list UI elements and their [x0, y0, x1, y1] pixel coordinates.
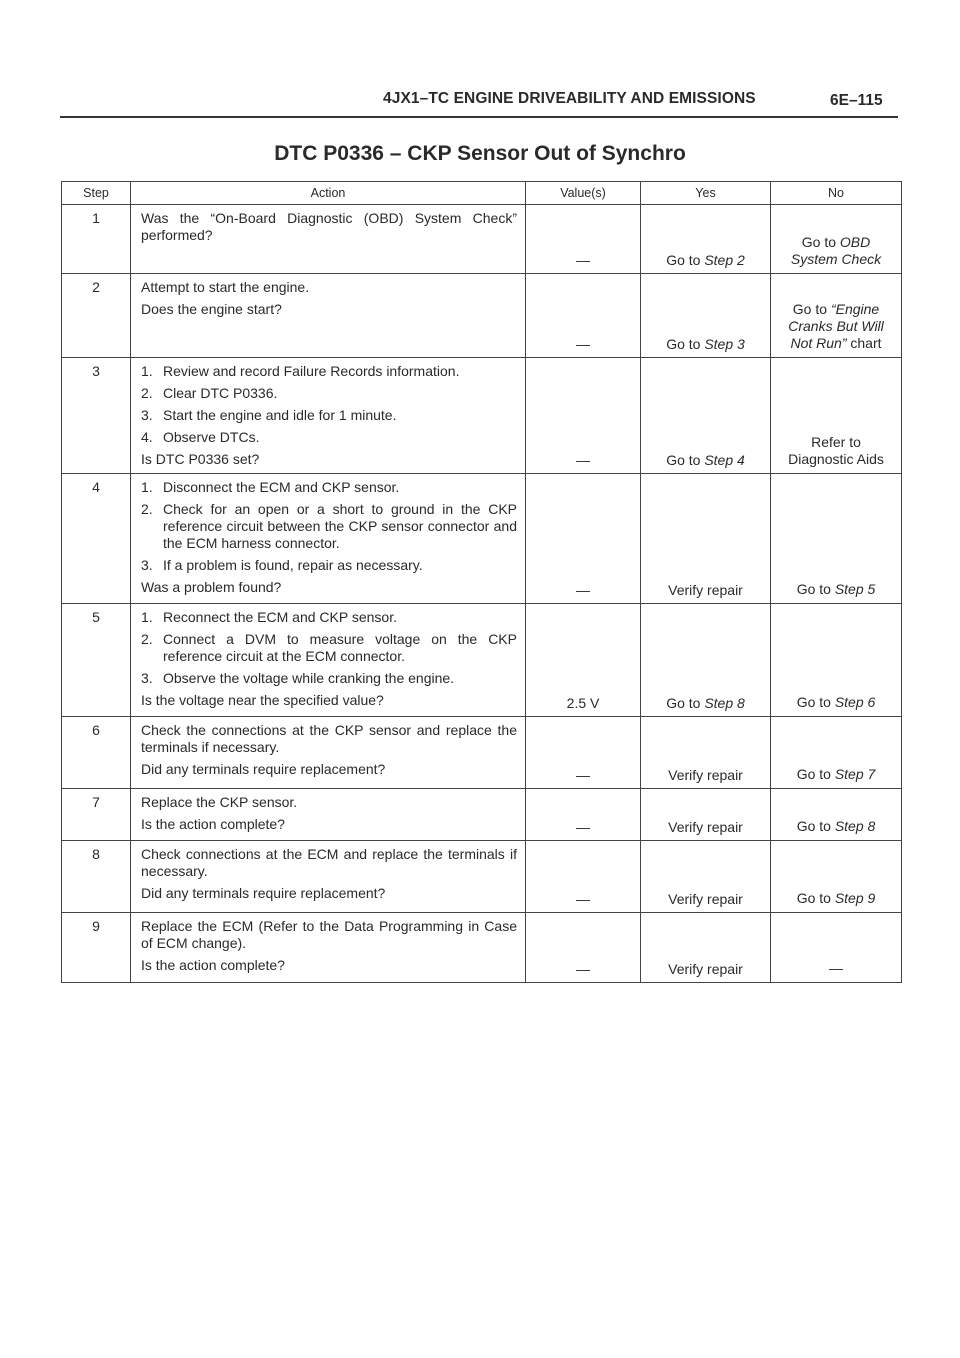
no-text: Go to — [796, 766, 835, 782]
no-text: Go to — [796, 890, 835, 906]
list-number: 2. — [141, 501, 153, 517]
no-text-suffix: chart — [846, 335, 882, 351]
action-cell — [131, 913, 526, 983]
yes-link: Step 2 — [704, 252, 745, 268]
action-cell — [131, 474, 526, 604]
column-header-step: Step — [62, 182, 131, 205]
yes-text: Go to — [666, 695, 705, 711]
action-question: Was a problem found? — [141, 579, 282, 595]
no-link: Step 5 — [834, 581, 876, 597]
step-number: 3 — [62, 358, 131, 474]
no-link: Step 9 — [834, 890, 876, 906]
table-row — [62, 274, 902, 358]
action-list-item — [141, 385, 517, 402]
list-item-text: Reconnect the ECM and CKP sensor. — [163, 609, 397, 625]
yes-cell — [641, 604, 771, 717]
action-cell — [131, 274, 526, 358]
list-item-text: Check for an open or a short to ground in the CKP reference circuit between the CKP sensor connector and the ECM harness connector. — [163, 501, 517, 551]
list-number: 4. — [141, 429, 153, 445]
no-link: Step 7 — [834, 766, 876, 782]
action-question: Is the voltage near the specified value? — [141, 692, 384, 708]
step-number: 4 — [62, 474, 131, 604]
list-item-text: Disconnect the ECM and CKP sensor. — [163, 479, 400, 495]
no-text: Go to — [796, 581, 835, 597]
step-number: 8 — [62, 841, 131, 913]
action-text: Check connections at the ECM and replace the terminals if necessary. — [141, 846, 517, 879]
table-row — [62, 474, 902, 604]
action-list-item — [141, 501, 517, 552]
table-header-row — [62, 182, 902, 205]
yes-text: Verify repair — [668, 767, 743, 783]
list-item-text: Start the engine and idle for 1 minute. — [163, 407, 397, 423]
column-header-no: No — [771, 182, 902, 205]
yes-cell — [641, 717, 771, 789]
list-item-text: Clear DTC P0336. — [163, 385, 278, 401]
yes-text: Verify repair — [668, 891, 743, 907]
value-cell: — — [526, 205, 641, 274]
no-cell — [771, 789, 902, 841]
list-number: 3. — [141, 670, 153, 686]
action-cell — [131, 841, 526, 913]
table-row — [62, 358, 902, 474]
action-question: Is DTC P0336 set? — [141, 451, 260, 467]
no-cell — [771, 913, 902, 983]
no-link: “Engine Cranks But Will Not Run” — [788, 301, 884, 351]
step-number: 9 — [62, 913, 131, 983]
no-cell — [771, 274, 902, 358]
list-number: 2. — [141, 631, 153, 647]
table-row — [62, 717, 902, 789]
column-header-action: Action — [131, 182, 526, 205]
table-row — [62, 841, 902, 913]
action-list-item — [141, 363, 517, 380]
action-list — [141, 479, 517, 574]
step-number: 5 — [62, 604, 131, 717]
no-text: — — [829, 960, 843, 976]
no-cell — [771, 717, 902, 789]
no-text: Go to — [792, 301, 831, 317]
yes-link: Step 8 — [704, 695, 745, 711]
action-list-item — [141, 407, 517, 424]
column-header-yes: Yes — [641, 182, 771, 205]
action-text: Check the connections at the CKP sensor and replace the terminals if necessary. — [141, 722, 517, 755]
yes-cell — [641, 474, 771, 604]
value-cell: 2.5 V — [526, 604, 641, 717]
no-cell — [771, 604, 902, 717]
action-cell — [131, 604, 526, 717]
action-list — [141, 609, 517, 687]
action-cell — [131, 789, 526, 841]
value-cell: — — [526, 358, 641, 474]
action-question: Did any terminals require replacement? — [141, 885, 386, 901]
no-link: OBD System Check — [790, 234, 882, 267]
list-item-text: Observe the voltage while cranking the engine. — [163, 670, 455, 686]
table-row — [62, 789, 902, 841]
value-cell: — — [526, 913, 641, 983]
action-text: Replace the ECM (Refer to the Data Programming in Case of ECM change). — [141, 918, 517, 951]
list-number: 2. — [141, 385, 153, 401]
step-number: 2 — [62, 274, 131, 358]
no-text: Go to — [796, 694, 835, 710]
step-number: 1 — [62, 205, 131, 274]
list-number: 3. — [141, 407, 153, 423]
diagnostic-table — [61, 181, 902, 983]
list-number: 3. — [141, 557, 153, 573]
action-question: Did any terminals require replacement? — [141, 761, 386, 777]
action-list-item — [141, 479, 517, 496]
yes-text: Verify repair — [668, 582, 743, 598]
yes-text: Go to — [666, 252, 705, 268]
no-cell — [771, 205, 902, 274]
yes-text: Go to — [666, 336, 705, 352]
no-text: Refer to Diagnostic Aids — [788, 434, 884, 467]
value-cell: — — [526, 717, 641, 789]
list-number: 1. — [141, 363, 153, 379]
no-cell — [771, 841, 902, 913]
value-cell: — — [526, 841, 641, 913]
yes-cell — [641, 913, 771, 983]
action-list-item — [141, 557, 517, 574]
action-text: Replace the CKP sensor. — [141, 794, 298, 810]
yes-cell — [641, 789, 771, 841]
yes-link: Step 4 — [704, 452, 745, 468]
value-cell: — — [526, 789, 641, 841]
page-number: 6E–115 — [830, 92, 883, 109]
action-text: Attempt to start the engine. — [141, 279, 310, 295]
action-cell — [131, 205, 526, 274]
column-header-values: Value(s) — [526, 182, 641, 205]
action-list-item — [141, 429, 517, 446]
yes-cell — [641, 841, 771, 913]
yes-link: Step 3 — [704, 336, 745, 352]
value-cell: — — [526, 274, 641, 358]
table-row — [62, 913, 902, 983]
action-text: Was the “On-Board Diagnostic (OBD) System Check” performed? — [141, 210, 517, 243]
action-cell — [131, 717, 526, 789]
no-link: Step 6 — [834, 694, 876, 710]
action-cell — [131, 358, 526, 474]
yes-text: Verify repair — [668, 819, 743, 835]
action-list-item — [141, 609, 517, 626]
yes-cell — [641, 274, 771, 358]
list-number: 1. — [141, 609, 153, 625]
yes-cell — [641, 205, 771, 274]
no-link: Step 8 — [834, 818, 876, 834]
action-list-item — [141, 670, 517, 687]
yes-text: Verify repair — [668, 961, 743, 977]
table-row — [62, 205, 902, 274]
action-list — [141, 363, 517, 446]
yes-cell — [641, 358, 771, 474]
no-cell — [771, 358, 902, 474]
table-row — [62, 604, 902, 717]
list-item-text: Connect a DVM to measure voltage on the CKP reference circuit at the ECM connector. — [163, 631, 517, 664]
list-item-text: Observe DTCs. — [163, 429, 260, 445]
step-number: 6 — [62, 717, 131, 789]
header-rule — [60, 116, 898, 118]
yes-text: Go to — [666, 452, 705, 468]
no-text: Go to — [801, 234, 840, 250]
list-number: 1. — [141, 479, 153, 495]
action-list-item — [141, 631, 517, 665]
page-title: DTC P0336 – CKP Sensor Out of Synchro — [274, 142, 686, 165]
action-question: Is the action complete? — [141, 816, 285, 832]
no-cell — [771, 474, 902, 604]
running-header-title: 4JX1–TC ENGINE DRIVEABILITY AND EMISSIONS — [383, 90, 756, 107]
action-question: Is the action complete? — [141, 957, 285, 973]
list-item-text: If a problem is found, repair as necessary. — [163, 557, 423, 573]
step-number: 7 — [62, 789, 131, 841]
value-cell: — — [526, 474, 641, 604]
no-text: Go to — [796, 818, 835, 834]
action-question: Does the engine start? — [141, 301, 282, 317]
list-item-text: Review and record Failure Records information. — [163, 363, 460, 379]
